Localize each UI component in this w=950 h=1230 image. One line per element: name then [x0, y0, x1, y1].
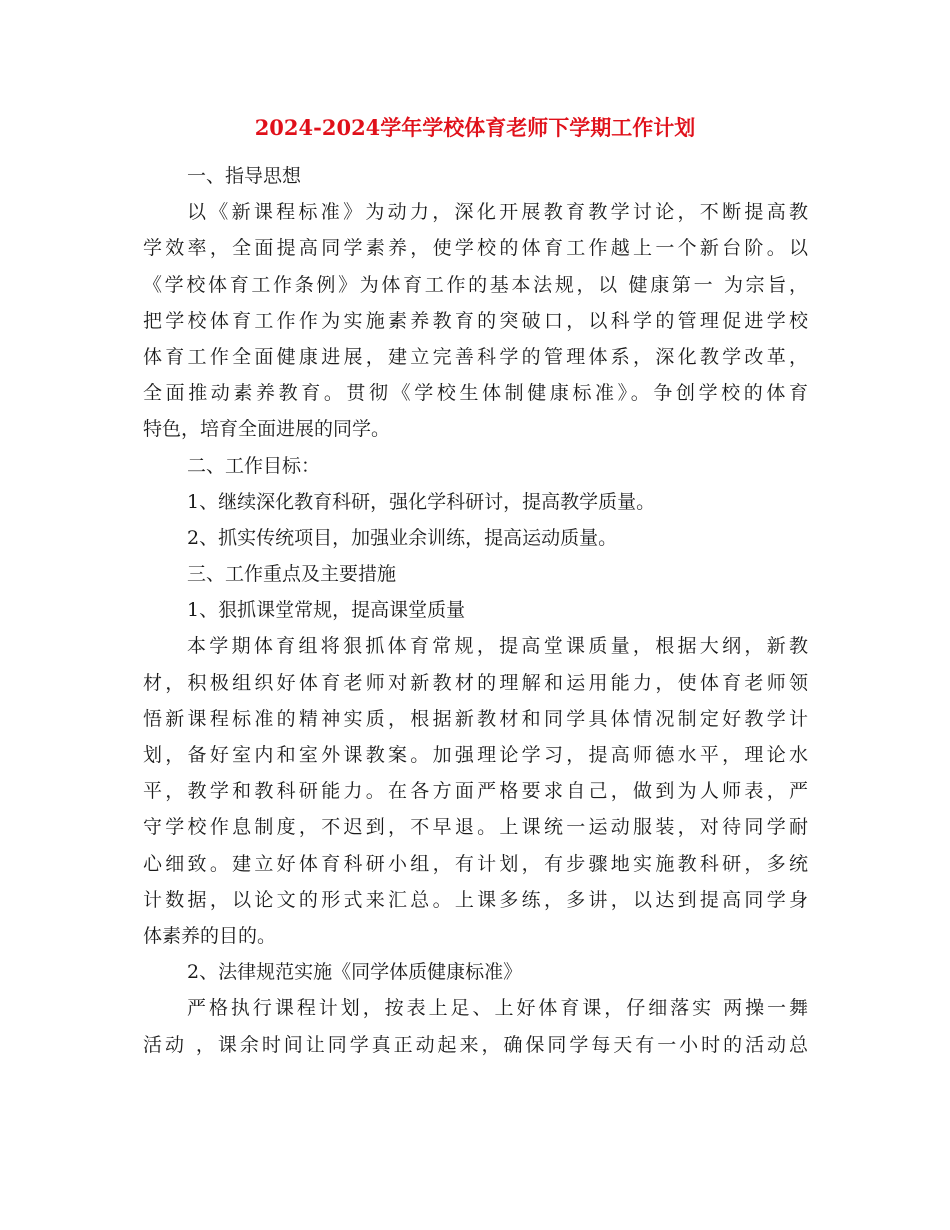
text-line: 平，教学和教科研能力。在各方面严格要求自己，做到为人师表，严 — [143, 780, 808, 803]
text-line: 2、法律规范实施《同学体质健康标准》 — [187, 961, 523, 984]
text-line: 一、指导思想 — [187, 165, 302, 187]
text-line: 严格执行课程计划，按表上足、上好体育课，仔细落实 两操一舞 — [187, 997, 808, 1020]
text-line: 活动 ，课余时间让同学真正动起来，确保同学每天有一小时的活动总 — [143, 1033, 808, 1056]
text-line: 计数据，以论文的形式来汇总。上课多练，多讲，以达到提高同学身 — [143, 888, 808, 911]
text-line: 材，积极组织好体育老师对新教材的理解和运用能力，使体育老师领 — [143, 671, 808, 694]
text-line: 1、狠抓课堂常规，提高课堂质量 — [187, 599, 466, 622]
document-title: 2024-2024学年学校体育老师下学期工作计划 — [254, 115, 696, 140]
text-line: 守学校作息制度，不迟到，不早退。上课统一运动服装，对待同学耐 — [143, 816, 808, 839]
text-line: 学效率，全面提高同学素养，使学校的体育工作越上一个新台阶。以 — [143, 237, 808, 260]
text-line: 三、工作重点及主要措施 — [187, 563, 397, 586]
text-line: 心细致。建立好体育科研小组，有计划，有步骤地实施教科研，多统 — [143, 852, 808, 875]
text-line: 特色，培育全面进展的同学。 — [143, 418, 391, 441]
text-line: 《学校体育工作条例》为体育工作的基本法规，以 健康第一 为宗旨， — [143, 273, 808, 296]
text-line: 体素养的目的。 — [143, 924, 277, 947]
text-line: 2、抓实传统项目，加强业余训练，提高运动质量。 — [187, 526, 618, 549]
text-line: 二、工作目标： — [187, 454, 321, 477]
text-line: 本学期体育组将狠抓体育常规，提高堂课质量，根据大纲，新教 — [187, 635, 808, 658]
document-body — [143, 158, 808, 1063]
text-line: 全面推动素养教育。贯彻《学校生体制健康标准》。争创学校的体育 — [143, 382, 808, 405]
text-line: 以《新课程标准》为动力，深化开展教育教学讨论，不断提高教 — [187, 201, 808, 224]
text-line: 体育工作全面健康进展，建立完善科学的管理体系，深化教学改革， — [143, 345, 808, 368]
text-line: 1、继续深化教育科研，强化学科研讨，提高教学质量。 — [187, 490, 656, 513]
text-line: 划，备好室内和室外课教案。加强理论学习，提高师德水平，理论水 — [143, 744, 808, 766]
text-line: 悟新课程标准的精神实质，根据新教材和同学具体情况制定好教学计 — [143, 707, 808, 730]
text-line: 把学校体育工作作为实施素养教育的突破口，以科学的管理促进学校 — [143, 309, 808, 332]
